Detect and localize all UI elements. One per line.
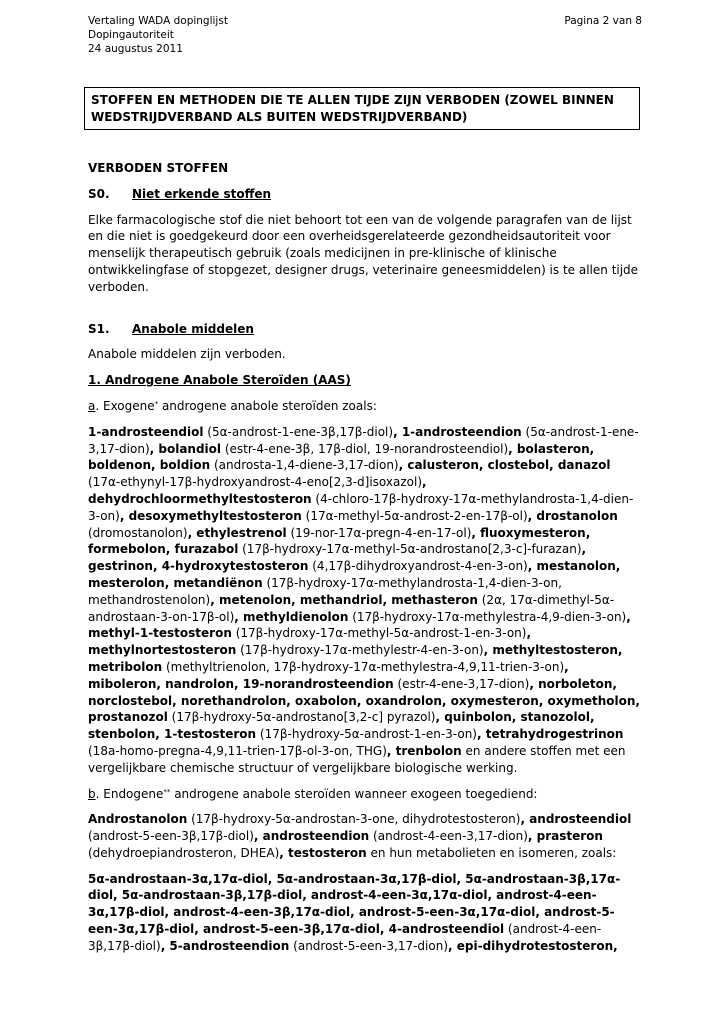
substance-description: (5α-androst-1-ene-3,17-dion) — [88, 424, 639, 456]
item-letter-a: a — [88, 398, 96, 413]
substance-name: , epi-dihydrotestosteron, — [448, 938, 618, 953]
item-letter-b: b — [88, 786, 96, 801]
s1-number: S1. — [88, 321, 110, 336]
substance-name: , dehydrochloormethyltestosteron — [88, 475, 427, 506]
header-doc-title: Vertaling WADA dopinglijst — [88, 15, 228, 27]
substance-name: 1-androsteendiol — [88, 424, 204, 439]
header-page-number: Pagina 2 van 8 — [564, 15, 642, 27]
substance-name: , bolandiol — [149, 441, 222, 456]
substance-description: en andere stoffen met een vergelijkbare chemische structuur of vergelijkbare biologische werking. — [88, 743, 626, 775]
s1-intro: Anabole middelen zijn verboden. — [88, 347, 286, 362]
s0-paragraph: Elke farmacologische stof die niet behoort tot een van de volgende paragrafen van de lijst en die niet is goedgekeurd door een overheidsgerelateerde gezondheidsautoriteit voor menselijk therapeutisch gebruik (zoals medicijnen in pre-klinische of klinische ontwikkelingfase of stopgezet, designer drugs, veterinaire geneesmiddelen) is te allen tijde verboden. — [88, 212, 639, 294]
substance-name: , methyl-1-testosteron — [88, 609, 631, 641]
substance-name: , gestrinon, 4-hydroxytestosteron — [88, 542, 587, 574]
substance-name: , 5-androsteendion — [160, 938, 290, 953]
substance-description: (17β-hydroxy-5α-androstano[3,2-c] pyrazol) — [167, 710, 436, 725]
endogenous-label: . Endogene — [95, 786, 164, 801]
substance-description: (4-chloro-17β-hydroxy-17α-methylandrosta-1,4-dien-3-on) — [88, 491, 634, 523]
s0-number: S0. — [88, 186, 110, 201]
substance-description: (17β-hydroxy-5α-androstan-3-one, dihydrotestosteron) — [187, 812, 521, 827]
substance-name: , calusteron, clostebol, danazol — [398, 458, 611, 473]
header-date: 24 augustus 2011 — [88, 43, 183, 55]
substance-description: (androst-5-een-3,17-dion) — [289, 938, 449, 953]
substance-name: , ethylestrenol — [187, 525, 287, 540]
substance-description: (dehydroepiandrosteron, DHEA) — [88, 845, 280, 860]
endogenous-text: androgene anabole steroïden wanneer exogeen toegediend: — [170, 786, 538, 801]
exogenous-label: . Exogene — [95, 398, 155, 413]
substance-description: (dromostanolon) — [88, 525, 188, 540]
substance-description: en hun metabolieten en isomeren, zoals: — [366, 845, 617, 860]
substance-description: (17β-hydroxy-5α-androst-1-en-3-on) — [256, 727, 477, 742]
substance-name: , fluoxymesteron, formebolon, furazabol — [88, 525, 591, 557]
substance-description: (17α-methyl-5α-androst-2-en-17β-ol) — [301, 508, 528, 523]
section-title-box: STOFFEN EN METHODEN DIE TE ALLEN TIJDE ZIJN VERBODEN (ZOWEL BINNEN WEDSTRIJDVERBAND ALS BUITEN WEDSTRIJDVERBAND) — [84, 87, 640, 130]
substance-description: (17α-ethynyl-17β-hydroxyandrost-4-eno[2,3-d]isoxazol) — [88, 475, 423, 490]
substance-name: , norboleton, norclostebol, norethandrolon, oxabolon, oxandrolon, oxymesteron, oxymetholon, prostanozol — [88, 676, 640, 725]
header-organization: Dopingautoriteit — [88, 29, 174, 41]
substance-description: (17β-hydroxy-17α-methylandrosta-1,4-dien-3-on, methandrostenolon) — [88, 575, 562, 607]
substance-name: , bolasteron, boldenon, boldion — [88, 441, 595, 473]
substance-description: (androst-4-een-3β,17β-diol) — [88, 922, 602, 953]
substance-name: , drostanolon — [527, 508, 618, 523]
substance-name: , 1-androsteendion — [393, 424, 522, 439]
substance-name: , testosteron — [279, 845, 367, 860]
substance-description: (methyltrienolon, 17β-hydroxy-17α-methylestra-4,9,11-trien-3-on) — [162, 659, 565, 674]
substance-name: , methyltestosteron, metribolon — [88, 643, 623, 674]
prohibited-substances-heading: VERBODEN STOFFEN — [88, 161, 229, 175]
substance-description: (17β-hydroxy-17α-methylestr-4-en-3-on) — [236, 643, 484, 658]
s1-title: Anabole middelen — [132, 321, 254, 336]
substance-name: , methylnortestosteron — [88, 626, 532, 658]
substance-description: (estr-4-ene-3,17-dion) — [393, 676, 530, 691]
substance-name: , tetrahydrogestrinon — [477, 727, 624, 742]
footnote-marker: * — [154, 399, 159, 408]
substance-description: (4,17β-dihydroxyandrost-4-en-3-on) — [308, 559, 528, 574]
s1-heading — [88, 321, 642, 338]
substance-name: 5α-androstaan-3α,17α-diol, 5α-androstaan-3α,17β-diol, 5α-androstaan-3β,17α-diol, 5α-androstaan-3β,17β-diol, androst-4-een-3α,17α-diol, androst-4-een-3α,17β-diol, androst-4-een-3β,17α-diol, androst-5-een-3α,17α-diol, androst-5-een-3α,17β-diol, androst-5-een-3β,17α-diol, 4-androsteendiol — [88, 871, 621, 937]
substance-name: , desoxymethyltestosteron — [119, 508, 302, 523]
substance-description: (androst-4-een-3,17-dion) — [369, 829, 528, 844]
s0-heading — [88, 186, 642, 203]
substance-description: (androsta-1,4-diene-3,17-dion) — [210, 458, 399, 473]
exogenous-intro — [88, 398, 642, 415]
substance-name: , metenolon, methandriol, methasteron — [210, 592, 478, 607]
substance-name: , prasteron — [527, 829, 603, 844]
substance-name: , miboleron, nandrolon, 19-norandrosteendion — [88, 659, 569, 691]
substance-description: (17β-hydroxy-17α-methyl-5α-androst-1-en-3-on) — [231, 626, 527, 641]
substance-description: (2α, 17α-dimethyl-5α-androstaan-3-on-17β-ol) — [88, 592, 615, 624]
substance-description: (18a-homo-pregna-4,9,11-trien-17β-ol-3-on, THG) — [88, 743, 387, 758]
substance-description: (19-nor-17α-pregn-4-en-17-ol) — [286, 525, 472, 540]
endogenous-intro — [88, 786, 642, 803]
substance-name: , androsteendion — [253, 829, 370, 844]
page-header — [88, 14, 642, 56]
substance-description: (17β-hydroxy-17α-methyl-5α-androstano[2,3-c]-furazan) — [238, 542, 582, 557]
s0-title: Niet erkende stoffen — [132, 186, 272, 201]
substance-name: , androsteendiol — [520, 812, 632, 827]
document-body — [88, 160, 642, 955]
substance-name: , trenbolon — [386, 743, 462, 758]
substance-name: Androstanolon — [88, 812, 188, 827]
exogenous-text: androgene anabole steroïden zoals: — [158, 398, 377, 413]
exogenous-substance-list — [88, 424, 642, 777]
substance-description: (estr-4-ene-3β, 17β-diol, 19-norandrosteendiol) — [221, 441, 509, 456]
substance-name: , quinbolon, stanozolol, stenbolon, 1-testosteron — [88, 710, 595, 742]
substance-description: (5α-androst-1-ene-3β,17β-diol) — [203, 424, 394, 439]
substance-description: (17β-hydroxy-17α-methylestra-4,9-dien-3-on) — [348, 609, 627, 624]
metabolite-list — [88, 871, 642, 955]
endogenous-substance-list — [88, 811, 642, 861]
substance-name: , methyldienolon — [234, 609, 349, 624]
document-page — [88, 14, 642, 955]
aas-subheading: 1. Androgene Anabole Steroïden (AAS) — [88, 373, 351, 388]
substance-name: , mestanolon, mesterolon, metandiënon — [88, 559, 621, 590]
substance-description: (androst-5-een-3β,17β-diol) — [88, 829, 254, 844]
footnote-marker: ** — [163, 787, 171, 796]
